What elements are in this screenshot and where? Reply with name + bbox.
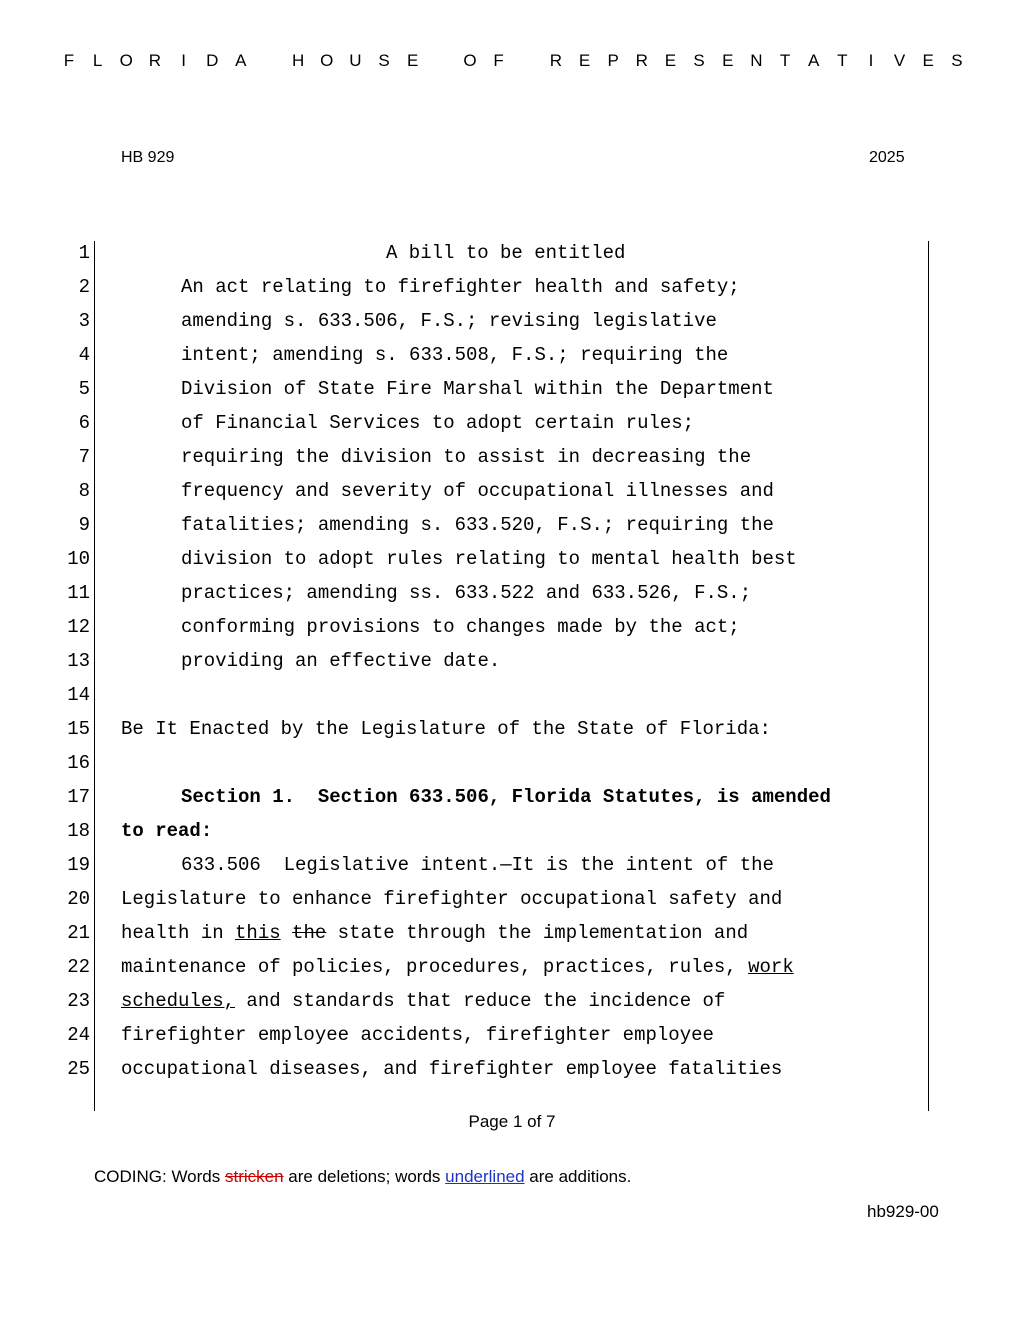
coding-suffix: are additions. (524, 1167, 632, 1186)
section-heading: to read: (121, 820, 213, 842)
banner-letter: T (837, 51, 848, 70)
line-text: division to adopt rules relating to mental health best (181, 548, 797, 570)
bill-line (0, 241, 1024, 275)
line-number: 16 (67, 752, 90, 774)
line-number: 22 (67, 956, 90, 978)
text-segment (281, 922, 292, 944)
line-text (121, 989, 725, 1013)
line-number: 19 (67, 854, 90, 876)
line-number: 24 (67, 1024, 90, 1046)
bill-title-heading: A bill to be entitled (386, 242, 626, 264)
bill-line (0, 275, 1024, 309)
bill-line (0, 1057, 1024, 1091)
banner-letter: A (807, 51, 820, 70)
banner-letter: R (148, 51, 162, 70)
text-segment: health in (121, 922, 236, 944)
line-text: 633.506 Legislative intent.—It is the intent of the (181, 854, 774, 876)
coding-stricken-sample: stricken (224, 1167, 284, 1186)
banner-letter: H (291, 51, 305, 70)
bill-line (0, 921, 1024, 955)
bill-line (0, 309, 1024, 343)
line-number: 10 (67, 548, 90, 570)
bill-line (0, 479, 1024, 513)
bill-line (0, 649, 1024, 683)
banner-letter: N (750, 51, 763, 70)
coding-underlined-sample: underlined (445, 1167, 525, 1186)
bill-line (0, 989, 1024, 1023)
enacting-clause: Be It Enacted by the Legislature of the State of Florida: (121, 718, 771, 740)
line-text: frequency and severity of occupational illnesses and (181, 480, 774, 502)
coding-middle: are deletions; words (283, 1167, 446, 1186)
line-number: 13 (67, 650, 90, 672)
banner-letter: O (463, 51, 477, 70)
banner-letter (262, 50, 276, 72)
line-number: 20 (67, 888, 90, 910)
chamber-banner (0, 50, 1024, 72)
bill-line (0, 547, 1024, 581)
line-text: practices; amending ss. 633.522 and 633.526, F.S.; (181, 582, 752, 604)
banner-letter: D (206, 51, 219, 70)
line-text: providing an effective date. (181, 650, 501, 672)
banner-letter: T (779, 51, 791, 70)
added-text: this (235, 922, 281, 944)
bill-line (0, 343, 1024, 377)
banner-letter: E (664, 51, 677, 70)
banner-letter: S (951, 51, 963, 70)
line-text: requiring the division to assist in decreasing the (181, 446, 752, 468)
coding-prefix: CODING: Words (94, 1167, 225, 1186)
banner-letter: A (235, 51, 247, 70)
line-text: amending s. 633.506, F.S.; revising legislative (181, 310, 717, 332)
banner-letter: S (693, 51, 705, 70)
banner-letter (520, 50, 534, 72)
page-number: Page 1 of 7 (468, 1112, 556, 1131)
line-number: 14 (67, 684, 90, 706)
banner-letter: U (349, 51, 362, 70)
text-segment: maintenance of policies, procedures, practices, rules, (121, 956, 749, 978)
banner-letter: R (635, 51, 648, 70)
bill-line (0, 581, 1024, 615)
banner-letter: I (868, 51, 874, 70)
added-text: schedules, (121, 990, 236, 1012)
banner-letter (434, 50, 448, 72)
bill-line (0, 751, 1024, 785)
line-text: fatalities; amending s. 633.520, F.S.; requiring the (181, 514, 774, 536)
bill-line (0, 955, 1024, 989)
banner-letter: L (92, 51, 103, 70)
line-number: 21 (67, 922, 90, 944)
line-number: 15 (67, 718, 90, 740)
banner-letter: P (607, 51, 619, 70)
line-number: 7 (78, 446, 90, 468)
bill-line (0, 853, 1024, 887)
line-number: 8 (78, 480, 90, 502)
banner-letter: O (119, 51, 133, 70)
line-number: 5 (78, 378, 90, 400)
banner-letter: E (722, 51, 734, 70)
line-text (121, 921, 748, 945)
line-text: Division of State Fire Marshal within the Department (181, 378, 774, 400)
bill-line (0, 1023, 1024, 1057)
line-number: 17 (67, 786, 90, 808)
deleted-text: the (292, 922, 327, 944)
banner-letter: E (578, 51, 591, 70)
text-segment: and standards that reduce the incidence of (235, 990, 726, 1012)
document-code: hb929-00 (867, 1202, 939, 1221)
line-number: 6 (78, 412, 90, 434)
banner-letter: F (493, 51, 504, 70)
bill-line (0, 683, 1024, 717)
banner-letter: R (549, 51, 563, 70)
line-text: occupational diseases, and firefighter employee fatalities (121, 1058, 783, 1080)
banner-letter: V (893, 51, 906, 70)
bill-line (0, 411, 1024, 445)
text-segment: state through the implementation and (326, 922, 749, 944)
line-number: 12 (67, 616, 90, 638)
bill-line (0, 615, 1024, 649)
line-number: 9 (78, 514, 90, 536)
line-text: of Financial Services to adopt certain rules; (181, 412, 695, 434)
banner-letter: I (181, 51, 186, 70)
session-year: 2025 (869, 149, 905, 166)
line-number: 1 (78, 242, 90, 264)
line-number: 4 (78, 344, 90, 366)
bill-text (0, 241, 1024, 1091)
coding-legend (94, 1167, 631, 1187)
banner-letter: S (378, 51, 390, 70)
bill-number: HB 929 (121, 149, 175, 166)
bill-line (0, 513, 1024, 547)
line-number: 3 (78, 310, 90, 332)
bill-line (0, 819, 1024, 853)
line-number: 23 (67, 990, 90, 1012)
bill-line (0, 887, 1024, 921)
bill-line (0, 445, 1024, 479)
section-heading: Section 1. Section 633.506, Florida Statutes, is amended (181, 786, 831, 808)
line-text: intent; amending s. 633.508, F.S.; requiring the (181, 344, 729, 366)
line-number: 18 (67, 820, 90, 842)
line-text: firefighter employee accidents, firefighter employee (121, 1024, 714, 1046)
bill-line (0, 377, 1024, 411)
line-number: 2 (78, 276, 90, 298)
added-text: work (748, 956, 794, 978)
line-text: conforming provisions to changes made by the act; (181, 616, 740, 638)
banner-letter: E (407, 51, 419, 70)
bill-line (0, 717, 1024, 751)
line-text (121, 955, 794, 979)
bill-line (0, 785, 1024, 819)
banner-letter: F (63, 51, 75, 70)
line-number: 25 (67, 1058, 90, 1080)
line-text: Legislature to enhance firefighter occupational safety and (121, 888, 783, 910)
line-text: An act relating to firefighter health and safety; (181, 276, 740, 298)
line-number: 11 (67, 582, 90, 604)
banner-letter: E (922, 51, 934, 70)
banner-letter: O (320, 51, 334, 70)
